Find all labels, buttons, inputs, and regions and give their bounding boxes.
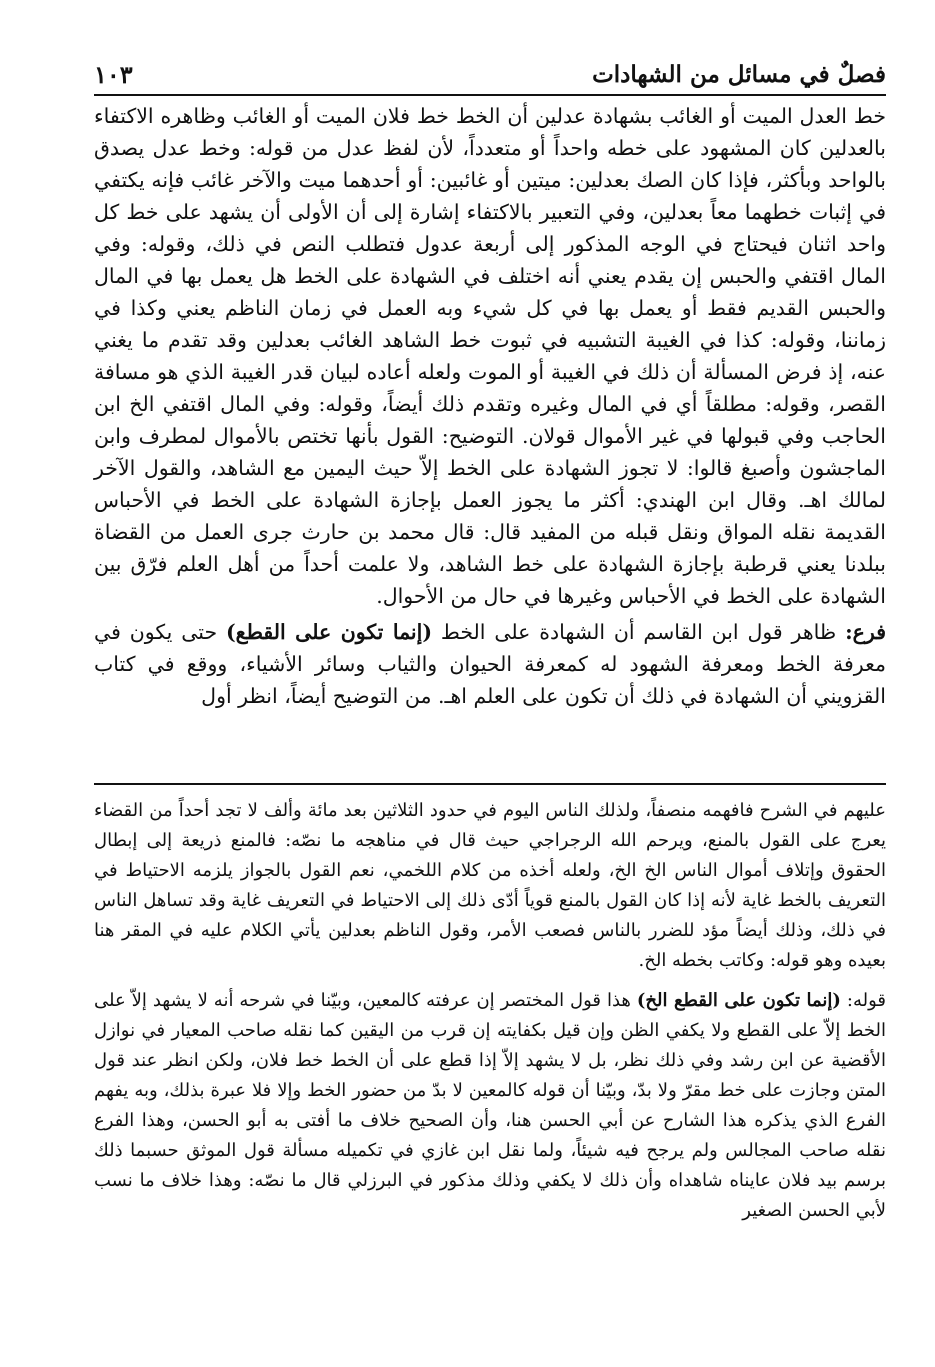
chapter-title: فصلٌ في مسائل من الشهادات (592, 60, 886, 88)
footnote-continuation: عليهم في الشرح فافهمه منصفاً، ولذلك الناس اليوم في حدود الثلاثين بعد مائة وألف لا تجد أحداً من القضاء يعرج على القول بالمنع، ويرحم الله الرجراجي حيث قال في مناهجه ما نصّه: فالمنع ذريعة إلى إبطال الحقوق وإتلاف أموال الناس الخ الخ، ولعله أخذه من كلام اللخمي، نعم القول بالجواز يلزمه الاحتياط في التعريف بالخط غاية لأنه إذا كان القول بالمنع قوياً أدّى ذلك إلى الاحتياط في التعريف غاية وقد تساهل الناس في ذلك، وذلك أيضاً مؤد للضرر بالناس فصعب الأمر، وقول الناظم بعدلين يأتي الكلام عليه في المقر هنا بعيده وهو قوله: وكاتب بخطه الخ. (94, 800, 886, 971)
far3-label: فرع: (845, 620, 886, 644)
far3-quote: (إنما تكون على القطع) (225, 620, 433, 644)
far3-text-b: حتى يكون في معرفة الخط ومعرفة الشهود له كمعرفة الحيوان والثياب وسائر الأشياء، ووقع في كتاب القزويني أن الشهادة في ذلك أن تكون على العلم اهـ. من التوضيح أيضاً، انظر أول (94, 620, 886, 708)
main-paragraph: خط العدل الميت أو الغائب بشهادة عدلين أن الخط خط فلان الميت أو الغائب وظاهره الاكتفاء بالعدلين كان المشهود على خطه واحداً أو متعدداً، لأن لفظ عدل من قوله: وخط عدل يصدق بالواحد وبأكثر، فإذا كان الصك بعدلين: ميتين أو غائبين: أو أحدهما ميت والآخر غائب فإنه يكتفي في إثبات خطهما معاً بعدلين، وفي التعبير بالاكتفاء إشارة إلى أن الأولى أن يشهد على خط كل واحد اثنان فيحتاج في الوجه المذكور إلى أربعة عدول فتطلب النص في ذلك، وقوله: وفي المال اقتفي والحبس إن يقدم يعني أنه اختلف في الشهادة على الخط هل يعمل بها في المال والحبس القديم فقط أو يعمل بها في كل شيء وبه العمل في زمان الناظم يعني وكذا في زماننا، وقوله: كذا في الغيبة التشبيه في ثبوت خط الشاهد الغائب بعدلين وقد تقدم ما يغني عنه، إذ فرض المسألة أن ذلك في الغيبة أو الموت ولعله أعاده لبيان قدر الغيبة الذي هو مسافة القصر، وقوله: مطلقاً أي في المال وغيره وتقدم ذلك أيضاً، وقوله: وفي المال اقتفي الخ ابن الحاجب وفي قبولها في غير الأموال قولان. التوضيح: القول بأنها تختص بالأموال لمطرف وابن الماجشون وأصبغ قالوا: لا تجوز الشهادة على الخط إلاّ حيث اليمين مع الشاهد، والقول الآخر لمالك اهـ. وقال ابن الهندي: أكثر ما يجوز العمل بإجازة الشهادة على الخط في الأحباس القديمة نقله المواق ونقل قبله من المفيد قال: قال محمد بن حارث جرى العمل من القضاة ببلدنا يعني قرطبة بإجازة الشهادة على خط الشاهد، ولا علمت أحداً من أهل العلم فرّق بين الشهادة على الخط في الأحباس وغيرها في حال من الأحوال. (94, 104, 886, 608)
far3-text-a: ظاهر قول ابن القاسم أن الشهادة على الخط (440, 620, 837, 644)
page-number: ١٠٣ (94, 59, 133, 89)
main-text (94, 100, 886, 712)
footnote-2 (94, 986, 886, 1226)
footnote-2-label: قوله: (846, 990, 886, 1011)
footnote-2-quote: (إنما تكون على القطع الخ) (636, 990, 841, 1011)
footnote-divider (94, 783, 886, 785)
far3-paragraph (94, 616, 886, 712)
footnote-2-text: هذا قول المختصر إن عرفته كالمعين، وبيّنا في شرحه أنه لا يشهد إلاّ على الخط إلاّ على القطع ولا يكفي الظن وإن قيل بكفايته إن قرب من اليقين كما نقله صاحب المعيار في نوازل الأقضية عن ابن رشد وفي ذلك نظر، بل لا يشهد إلاّ إذا قطع على أن الخط خط فلان، ولكن انظر عند قول المتن وجازت على خط مقرّ ولا بدّ، وبيّنا أن قوله كالمعين لا بدّ من حضور الخط وإلا فلا عبرة بذلك، وبه يفهم الفرع الذي يذكره هذا الشارح عن أبي الحسن هنا، وأن الصحيح خلاف ما أفتى به أبو الحسن، وهذا الفرع نقله صاحب المجالس ولم يرجح فيه شيئاً، ولما نقل ابن غازي في تكميله مسألة قول الموثق حسبما ذلك برسم بيد فلان عايناه شاهداه وأن ذلك لا يكفي وذلك مذكور في البرزلي قال ما نصّه: وهذا خلاف ما نسب لأبي الحسن الصغير (94, 990, 887, 1221)
footnotes (94, 796, 886, 1226)
page-header (94, 54, 886, 96)
